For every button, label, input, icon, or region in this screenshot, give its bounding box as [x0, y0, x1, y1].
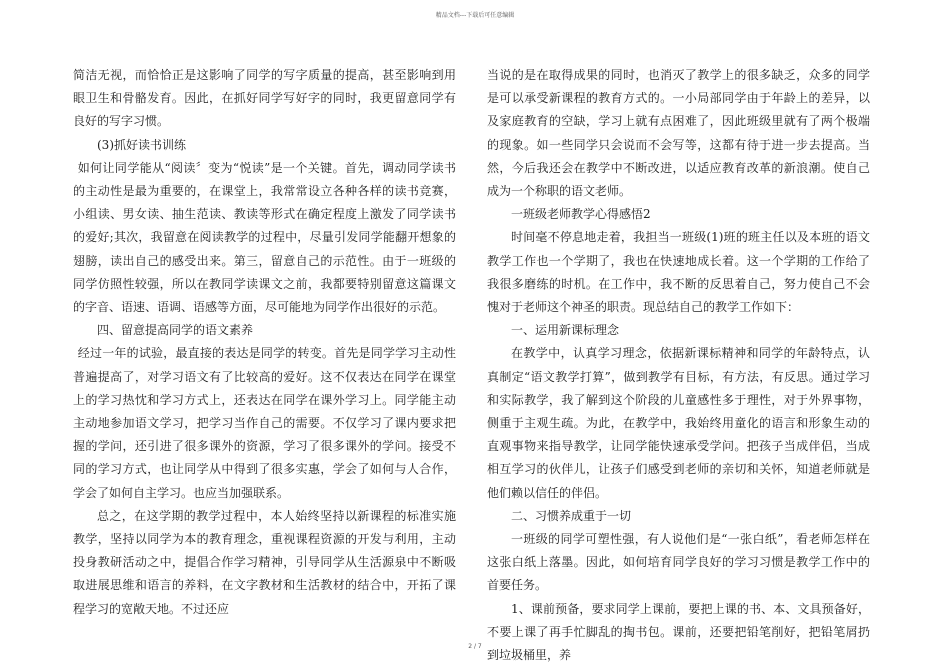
page-number: 2 / 7 — [468, 643, 482, 650]
section-heading: 一班级老师教学心得感悟2 — [511, 207, 651, 222]
page-header: 精品文档---下载后可任意编辑 — [435, 12, 515, 19]
paragraph: 1、课前预备，要求同学上课前，要把上课的书、本、文具预备好，不要上课了再手忙脚乱的掏书包。课前，还要把铅笔削好，把铅笔屑扔到垃圾桶里，养 — [487, 601, 870, 663]
paragraph: 经过一年的试验，最直接的表达是同学的转变。首先是同学学习主动性普遍提高了，对学习语文有了比较高的爱好。这不仅表达在同学在课堂上的学习热忱和学习方式上，还表达在同学在课外学习上。同学能主动主动地参加语文学习，把学习当作自己的需要。不仅学习了课内要求把握的学问，还引进了很多课外的资源，学习了很多课外的学问。接受不同的学习方式，也让同学从中得到了很多实惠，学会了如何与人合作，学会了如何自主学习。也应当加强联系。 — [73, 346, 456, 500]
paragraph: 当说的是在取得成果的同时，也消灭了教学上的很多缺乏，众多的同学是可以承受新课程的教育方式的。一小局部同学由于年龄上的差异，以及家庭教育的空缺，学习上就有点困难了，因此班级里就有了两个极端的现象。如一些同学只会说而不会写等，这都有待于进一步去提高。当然，今后我还会在教学中不断改进，以适应教育改革的新浪潮。使自己成为一个称职的语文老师。 — [487, 68, 870, 199]
section-heading: (3)抓好读书训练 — [97, 137, 186, 152]
paragraph: 一班级的同学可塑性强，有人说他们是“一张白纸”，看老师怎样在这张白纸上落墨。因此，如何培育同学良好的学习习惯是教学工作中的首要任务。 — [487, 532, 870, 593]
right-column — [487, 64, 870, 667]
section-heading: 一、运用新课标理念 — [511, 323, 620, 338]
paragraph: 时间毫不停息地走着，我担当一班级(1)班的班主任以及本班的语文教学工作也一个学期了，我也在快速地成长着。这一个学期的工作给了我很多磨练的时机。在工作中，我不断的反思着自己，努力使自己不会愧对于老师这个神圣的职责。现总结自己的教学工作如下： — [487, 230, 870, 315]
paragraph: 简洁无视，而恰恰正是这影响了同学的写字质量的提高，甚至影响到用眼卫生和骨骼发育。因此，在抓好同学写好字的同时，我更留意同学有良好的写字习惯。 — [73, 68, 456, 129]
paragraph: 在教学中，认真学习理念，依据新课标精神和同学的年龄特点，认真制定“语文教学打算”，做到教学有目标，有方法，有反思。通过学习和实际教学，我了解到这个阶段的儿童感性多于理性，对于外界事物，侧重于主观生疏。为此，在教学中，我始终用童化的语言和形象生动的直观事物来指导教学，让同学能快速承受学问。把孩子当成伴侣，当成相互学习的伙伴儿，让孩子们感受到老师的亲切和关怀，知道老师就是他们赖以信任的伴侣。 — [487, 346, 870, 500]
left-column — [73, 64, 456, 621]
section-heading: 二、习惯养成重于一切 — [511, 508, 632, 523]
paragraph: 总之，在这学期的教学过程中，本人始终坚持以新课程的标准实施教学，坚持以同学为本的教育理念，重视课程资源的开发与利用，主动投身教研活动之中，提倡合作学习精神，引导同学从生活源泉中不断吸取进展思维和语言的养料，在文字教材和生活教材的结合中，开拓了课程学习的宽敞天地。不过还应 — [73, 508, 456, 616]
paragraph: 如何让同学能从“阅读〞变为“悦读”是一个关键。首先，调动同学读书的主动性是最为重要的，在课堂上，我常常设立各种各样的读书竞赛，小组读、男女读、抽生范读、教读等形式在确定程度上激发了同学读书的爱好;其次，我留意在阅读教学的过程中，尽量引发同学能翻开想象的翅膀，读出自己的感受出来。第三，留意自己的示范性。由于一班级的同学仿照性较强，所以在教同学读课文之前，我都要特别留意这篇课文的字音、语速、语调、语感等方面，尽可能地为同学作出很好的示范。 — [73, 160, 456, 315]
section-heading: 四、留意提高同学的语文素养 — [97, 323, 254, 338]
